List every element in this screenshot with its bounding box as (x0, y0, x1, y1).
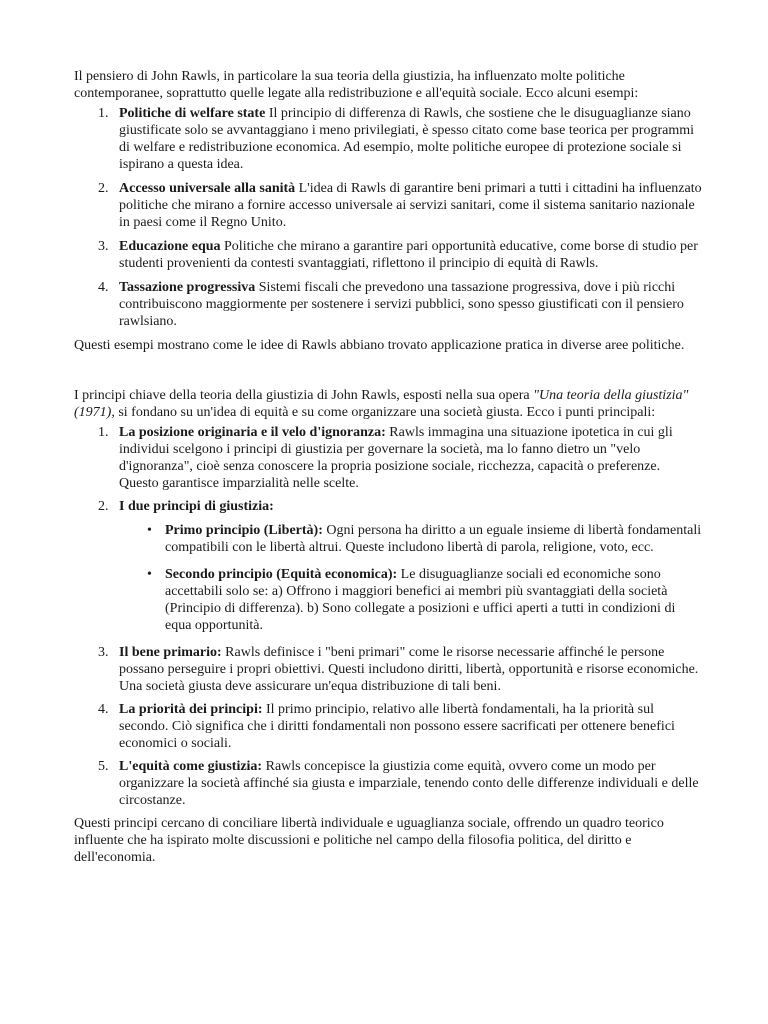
list-item (74, 701, 702, 752)
section2-intro (74, 387, 702, 421)
item-text: L'idea di Rawls di garantire beni primari a tutti i cittadini ha influenzato politiche che mirano a fornire accesso universale ai servizi sanitari, come il sistema sanitario nazionale in paesi come il Regno Unito. (119, 181, 702, 230)
principles-list (74, 424, 702, 809)
list-number: 3. (98, 645, 109, 660)
item-text: Politiche che mirano a garantire pari opportunità educative, come borse di studio per studenti provenienti da contesti svantaggiati, riflettono il principio di equità di Rawls. (119, 239, 698, 271)
item-text: Il primo principio, relativo alle libertà fondamentali, ha la priorità sul secondo. Ciò significa che i diritti fondamentali non possono essere sacrificati per ottenere benefici economici o sociali. (119, 702, 675, 751)
document-page (74, 68, 702, 866)
item-title: Educazione equa (119, 239, 221, 254)
item-title: La priorità dei principi: (119, 702, 263, 717)
item-text: Sistemi fiscali che prevedono una tassazione progressiva, dove i più ricchi contribuiscono maggiormente per sostenere i servizi pubblici, sono spesso giustificati con il pensiero rawlsiano. (119, 280, 684, 329)
item-text: Rawls immagina una situazione ipotetica in cui gli individui scelgono i principi di giustizia per governare la società, ma lo fanno dietro un "velo d'ignoranza", cioè senza conoscere la propria posizione sociale, ricchezza, capacità o preferenze. Questo garantisce imparzialità nelle scelte. (119, 425, 673, 491)
list-number: 4. (98, 280, 109, 295)
sub-list (119, 522, 702, 634)
sub-item-title: Secondo principio (Equità economica): (165, 567, 398, 582)
item-text: Il principio di differenza di Rawls, che sostiene che le disuguaglianze siano giustificate solo se avvantaggiano i meno privilegiati, è spesso citato come base teorica per programmi di welfare e redistribuzione economica. Ad esempio, molte politiche europee di protezione sociale si ispirano a questa idea. (119, 106, 694, 172)
sub-item-title: Primo principio (Libertà): (165, 523, 323, 538)
section2-closing: Questi principi cercano di conciliare libertà individuale e uguaglianza sociale, offrendo un quadro teorico influente che ha ispirato molte discussioni e politiche nel campo della filosofia politica, del diritto e dell'economia. (74, 816, 664, 865)
list-item (74, 279, 702, 330)
list-item (74, 498, 702, 634)
item-title: Politiche di welfare state (119, 106, 266, 121)
list-number: 5. (98, 759, 109, 774)
section1-closing: Questi esempi mostrano come le idee di Rawls abbiano trovato applicazione pratica in diverse aree politiche. (74, 338, 685, 353)
list-number: 2. (98, 499, 109, 514)
item-text: Rawls concepisce la giustizia come equità, ovvero come un modo per organizzare la società affinché sia giusta e imparziale, tenendo conto delle differenze individuali e delle circostanze. (119, 759, 699, 808)
book-title: "Una teoria della giustizia" (1971) (74, 388, 689, 420)
list-item (74, 424, 702, 492)
item-title: Tassazione progressiva (119, 280, 256, 295)
list-item (74, 180, 702, 231)
item-title: La posizione originaria e il velo d'ignoranza: (119, 425, 386, 440)
item-title: Accesso universale alla sanità (119, 181, 296, 196)
item-title: L'equità come giustizia: (119, 759, 263, 774)
list-item (74, 105, 702, 173)
item-title: I due principi di giustizia: (119, 499, 274, 514)
sub-list-item (119, 566, 702, 634)
list-number: 4. (98, 702, 109, 717)
intro-text: I principi chiave della teoria della giustizia di John Rawls, esposti nella sua opera (74, 388, 534, 403)
sub-item-text: Ogni persona ha diritto a un eguale insieme di libertà fondamentali compatibili con le libertà altrui. Queste includono libertà di parola, religione, voto, ecc. (165, 523, 702, 555)
list-number: 1. (98, 425, 109, 440)
bullet-icon: • (147, 567, 152, 582)
item-text: Rawls definisce i "beni primari" come le risorse necessarie affinché le persone possano perseguire i propri obiettivi. Questi includono diritti, libertà, opportunità e risorse economiche. Una società giusta deve assicurare un'equa distribuzione di tali beni. (119, 645, 699, 694)
intro-text: , si fondano su un'idea di equità e su come organizzare una società giusta. Ecco i punti principali: (111, 405, 656, 420)
item-title: Il bene primario: (119, 645, 222, 660)
list-number: 2. (98, 181, 109, 196)
list-item (74, 644, 702, 695)
list-number: 3. (98, 239, 109, 254)
sub-item-text: Le disuguaglianze sociali ed economiche sono accettabili solo se: a) Offrono i maggiori benefici ai membri più svantaggiati della società (Principio di differenza). b) Sono collegate a posizioni e uffici aperti a tutti in condizioni di equa opportunità. (165, 567, 676, 633)
bullet-icon: • (147, 523, 152, 538)
section1-intro: Il pensiero di John Rawls, in particolare la sua teoria della giustizia, ha influenzato molte politiche contemporanee, soprattutto quelle legate alla redistribuzione e all'equità sociale. Ecco alcuni esempi: (74, 69, 639, 101)
list-number: 1. (98, 106, 109, 121)
list-item (74, 758, 702, 809)
sub-list-item (119, 522, 702, 556)
policies-list (74, 105, 702, 330)
list-item (74, 238, 702, 272)
